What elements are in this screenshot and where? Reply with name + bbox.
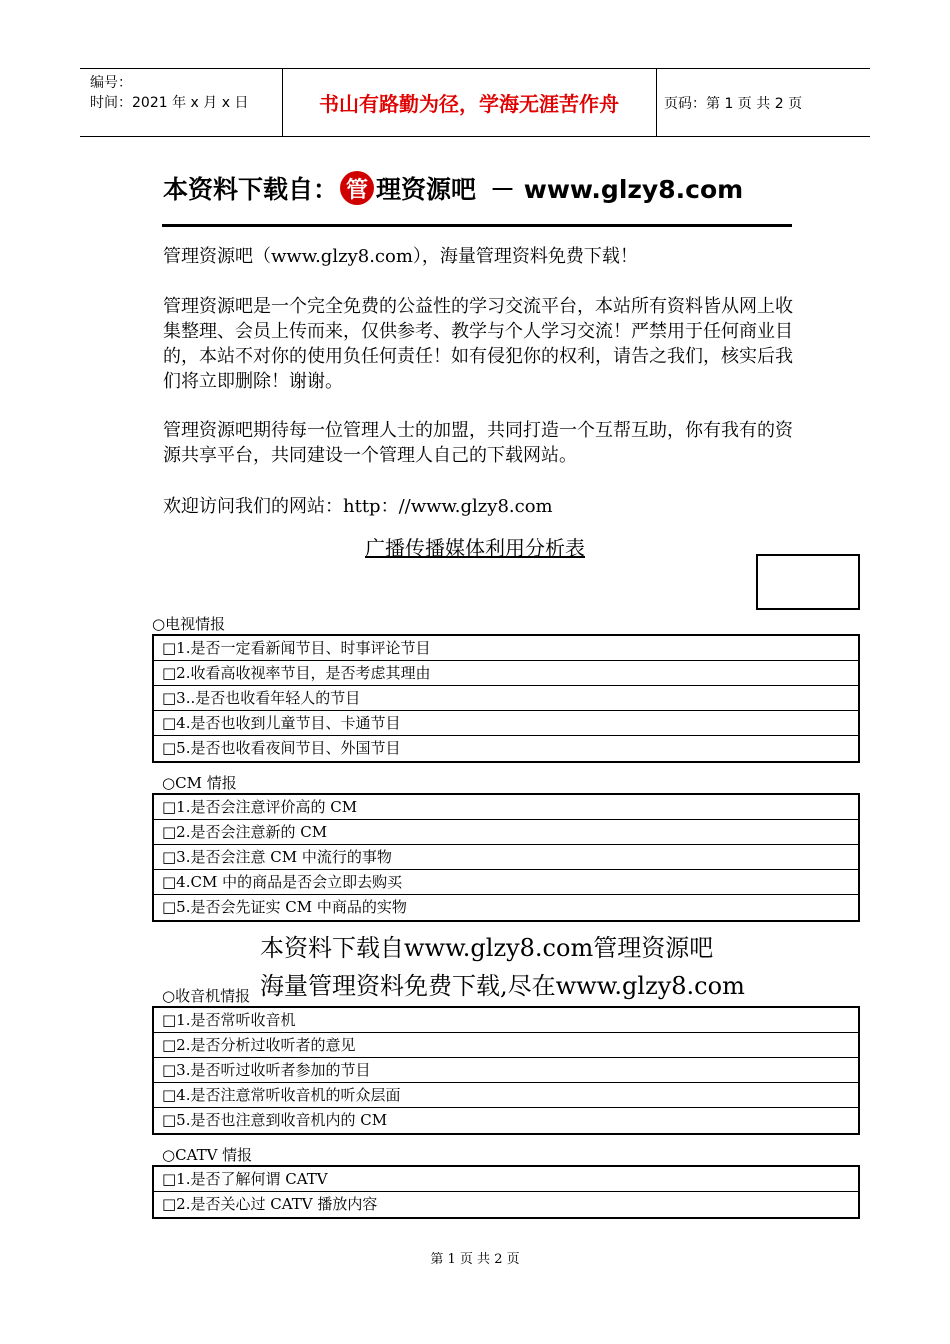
- checklist-item: □2.收看高收视率节目，是否考虑其理由: [154, 661, 858, 686]
- checklist-item: □3.是否会注意 CM 中流行的事物: [154, 845, 858, 870]
- checklist-item: □3..是否也收看年轻人的节目: [154, 686, 858, 711]
- section-label-tv: ○电视情报: [152, 615, 226, 633]
- section-table-tv: [152, 634, 860, 763]
- section-table-cm: [152, 793, 860, 922]
- banner-prefix: 本资料下载自：: [163, 175, 339, 204]
- header-meta: [90, 73, 248, 113]
- checklist-item: □1.是否会注意评价高的 CM: [154, 795, 858, 820]
- checklist-item: □5.是否也注意到收音机内的 CM: [162, 1111, 388, 1129]
- header-page-info: 页码：第 1 页 共 2 页: [664, 96, 803, 112]
- checklist-item: □1.是否常听收音机: [154, 1008, 858, 1033]
- page-footer: 第 1 页 共 2 页: [430, 1252, 520, 1267]
- intro-paragraph-2: 管理资源吧是一个完全免费的公益性的学习交流平台，本站所有资料皆从网上收集整理、会员上传而来，仅供参考、教学与个人学习交流！严禁用于任何商业目的，本站不对你的使用负任何责任！如有侵犯你的权利，请告之我们，核实后我们将立即删除！谢谢。: [163, 296, 793, 392]
- section-table-radio: [152, 1006, 860, 1135]
- section-label-catv: ○CATV 情报: [162, 1146, 253, 1164]
- banner-url: － www.glzy8.com: [490, 175, 744, 204]
- intro-paragraph-3: 管理资源吧期待每一位管理人士的加盟，共同打造一个互帮互助，你有我有的资源共享平台，共同建设一个管理人自己的下载网站。: [163, 420, 793, 466]
- site-logo-icon: 管: [340, 171, 374, 205]
- intro-paragraph-4: 欢迎访问我们的网站：http：//www.glzy8.com: [163, 496, 553, 517]
- page-title: 广播传播媒体利用分析表: [365, 536, 585, 560]
- checklist-item: □5.是否也收看夜间节目、外国节目: [162, 739, 401, 757]
- blank-box: [756, 554, 860, 610]
- checklist-item: □1.是否一定看新闻节目、时事评论节目: [154, 636, 858, 661]
- doc-time-label: 时间：2021 年 x 月 x 日: [90, 95, 249, 111]
- banner-divider: [162, 224, 792, 227]
- source-banner: [163, 170, 743, 206]
- checklist-item: □2.是否关心过 CATV 播放内容: [162, 1195, 378, 1213]
- banner-site-name: 理资源吧: [376, 175, 477, 204]
- watermark-line-2: 海量管理资料免费下载,尽在www.glzy8.com: [260, 972, 745, 1000]
- watermark-line-1: 本资料下载自www.glzy8.com管理资源吧: [260, 934, 714, 962]
- checklist-item: □4.是否也收到儿童节目、卡通节目: [154, 711, 858, 736]
- doc-number-label: 编号：: [90, 75, 132, 91]
- checklist-item: □3.是否听过收听者参加的节目: [154, 1058, 858, 1083]
- checklist-item: □4.是否注意常听收音机的听众层面: [154, 1083, 858, 1108]
- header-motto: 书山有路勤为径，学海无涯苦作舟: [319, 92, 619, 116]
- section-table-catv: [152, 1165, 860, 1219]
- checklist-item: □4.CM 中的商品是否会立即去购买: [154, 870, 858, 895]
- section-label-cm: ○CM 情报: [162, 774, 237, 792]
- intro-paragraph-1: 管理资源吧（www.glzy8.com），海量管理资料免费下载！: [163, 246, 638, 267]
- checklist-item: □2.是否分析过收听者的意见: [154, 1033, 858, 1058]
- page-header: [80, 68, 870, 137]
- checklist-item: □1.是否了解何谓 CATV: [154, 1167, 858, 1192]
- checklist-item: □5.是否会先证实 CM 中商品的实物: [162, 898, 407, 916]
- checklist-item: □2.是否会注意新的 CM: [154, 820, 858, 845]
- section-label-radio: ○收音机情报: [162, 987, 251, 1005]
- header-divider: [656, 69, 657, 136]
